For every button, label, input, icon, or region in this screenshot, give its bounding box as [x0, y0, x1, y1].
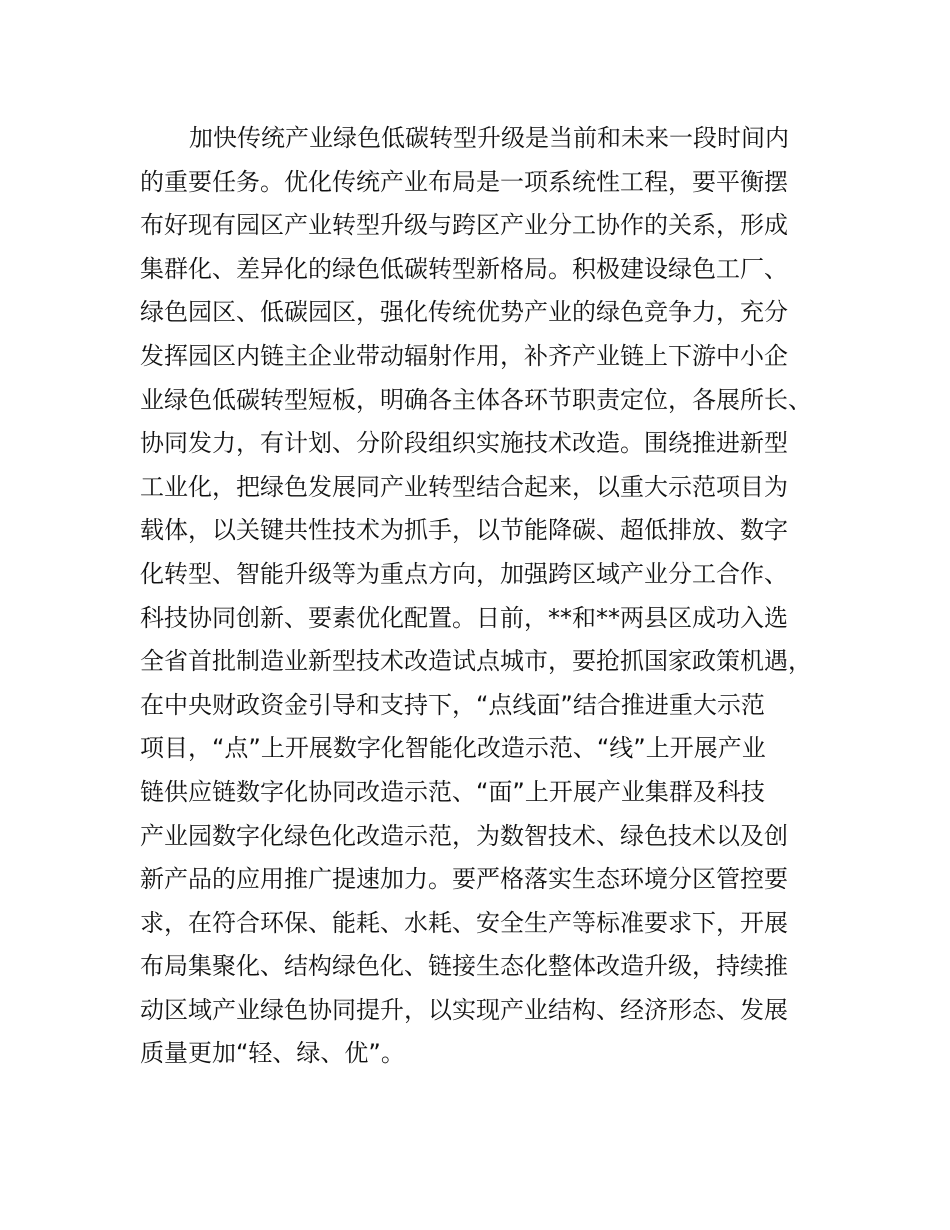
paragraph-line: 科技协同创新、要素优化配置。日前，**和**两县区成功入选 — [140, 603, 788, 632]
paragraph-line: 项目，“点”上开展数字化智能化改造示范、“线”上开展产业 — [140, 734, 766, 763]
paragraph-line: 布局集聚化、结构绿色化、链接生态化整体改造升级，持续推 — [140, 952, 788, 981]
paragraph-line: 动区域产业绿色协同提升，以实现产业结构、经济形态、发展 — [140, 995, 788, 1024]
paragraph-line: 化转型、智能升级等为重点方向，加强跨区域产业分工合作、 — [140, 559, 788, 588]
paragraph-line: 求，在符合环保、能耗、水耗、安全生产等标准要求下，开展 — [140, 908, 788, 937]
paragraph-line: 布好现有园区产业转型升级与跨区产业分工协作的关系，形成 — [140, 211, 788, 240]
paragraph-line: 加快传统产业绿色低碳转型升级是当前和未来一段时间内 — [189, 124, 789, 152]
paragraph-line: 的重要任务。优化传统产业布局是一项系统性工程，要平衡摆 — [140, 167, 788, 196]
paragraph-line: 业绿色低碳转型短板，明确各主体各环节职责定位，各展所长、 — [140, 385, 812, 414]
paragraph-line: 新产品的应用推广提速加力。要严格落实生态环境分区管控要 — [140, 865, 788, 894]
paragraph-line: 在中央财政资金引导和支持下，“点线面”结合推进重大示范 — [140, 690, 765, 719]
paragraph-line: 协同发力，有计划、分阶段组织实施技术改造。围绕推进新型 — [140, 429, 788, 458]
paragraph-line: 链供应链数字化协同改造示范、“面”上开展产业集群及科技 — [140, 777, 765, 806]
paragraph-line: 集群化、差异化的绿色低碳转型新格局。积极建设绿色工厂、 — [140, 254, 788, 283]
body-paragraph — [140, 117, 840, 1076]
paragraph-line: 发挥园区内链主企业带动辐射作用，补齐产业链上下游中小企 — [140, 341, 788, 370]
paragraph-line: 产业园数字化绿色化改造示范，为数智技术、绿色技术以及创 — [140, 821, 788, 850]
paragraph-line: 质量更加“轻、绿、优”。 — [140, 1039, 405, 1068]
paragraph-line: 全省首批制造业新型技术改造试点城市，要抢抓国家政策机遇， — [140, 647, 812, 676]
paragraph-line: 绿色园区、低碳园区，强化传统优势产业的绿色竞争力，充分 — [140, 298, 788, 327]
paragraph-line: 工业化，把绿色发展同产业转型结合起来，以重大示范项目为 — [140, 472, 788, 501]
paragraph-line: 载体，以关键共性技术为抓手，以节能降碳、超低排放、数字 — [140, 516, 788, 545]
